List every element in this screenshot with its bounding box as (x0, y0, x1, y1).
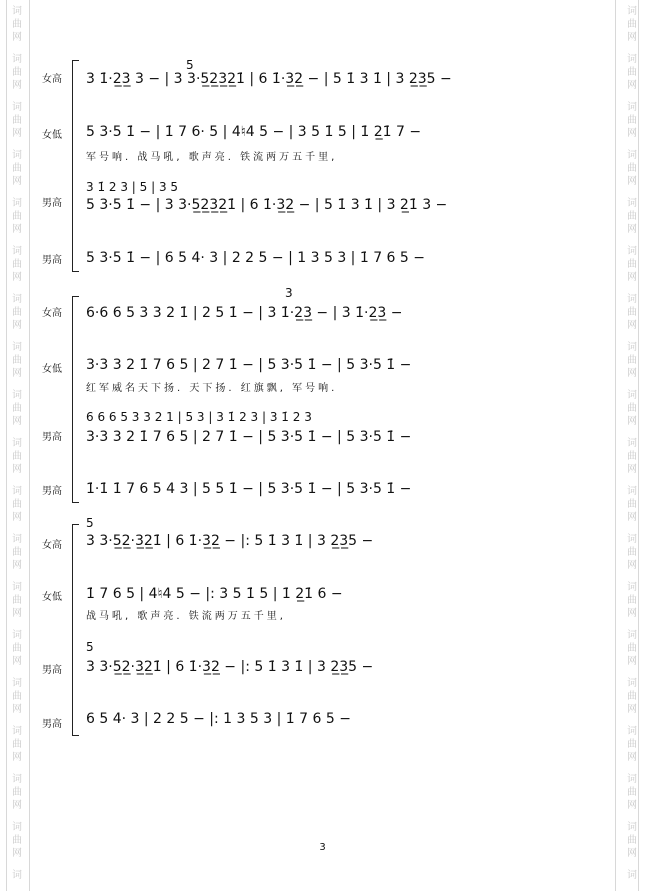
system-2-bracket (72, 296, 79, 503)
watermark-glyph: 曲 (627, 691, 637, 702)
system-1-lyrics: 军号响. 战马吼, 歌声亮. 铁流两万五千里, (86, 152, 338, 163)
system-3-part-1-label: 女高 (42, 540, 62, 551)
watermark-glyph: 网 (627, 704, 637, 715)
watermark-glyph: 曲 (627, 259, 637, 270)
watermark-glyph: 词 (12, 822, 22, 833)
system-2-part-3-notes: 3·3 3 2 1̇ 7 6 5 | 2 7 1̇ − | 5 3·5 1̇ − | 5 3·5 1̇ − (86, 429, 412, 445)
watermark-glyph: 网 (12, 272, 22, 283)
watermark-glyph: 网 (627, 176, 637, 187)
system-3-part-1-upper-notes: 5 (86, 516, 94, 530)
system-1-part-3-label: 男高 (42, 198, 62, 209)
watermark-glyph: 词 (627, 534, 637, 545)
watermark-glyph: 词 (627, 246, 637, 257)
watermark-glyph: 词 (627, 726, 637, 737)
watermark-glyph: 曲 (627, 211, 637, 222)
system-3-part-3-notes: 3 3·5̲2̲·3̲2̲1̇ | 6 1̇·3̲2̲ − |: 5 1̇ 3 1̇ | 3 2̲3̲5 − (86, 659, 374, 675)
watermark-glyph: 曲 (627, 547, 637, 558)
watermark-glyph: 词 (12, 54, 22, 65)
system-2-part-3-upper-notes: 6 6 6 5 3 3 2 1 | 5 3 | 3 1̇ 2 3 | 3 1̇ 2 3 (86, 410, 312, 424)
system-3-part-3-label: 男高 (42, 665, 62, 676)
watermark-glyph: 曲 (12, 403, 22, 414)
system-2-part-2-notes: 3·3 3 2 1̇ 7 6 5 | 2 7 1̇ − | 5 3·5 1̇ − | 5 3·5 1̇ − (86, 357, 412, 373)
watermark-glyph: 网 (627, 368, 637, 379)
watermark-glyph: 曲 (627, 787, 637, 798)
watermark-glyph: 曲 (627, 355, 637, 366)
system-2-lyrics: 红军威名天下扬. 天下扬. 红旗飘, 军号响. (86, 383, 338, 394)
watermark-glyph: 曲 (12, 211, 22, 222)
watermark-glyph: 曲 (627, 595, 637, 606)
system-1-part-1-label: 女高 (42, 74, 62, 85)
system-1-part-1-upper-notes: 5 (186, 58, 194, 72)
watermark-glyph: 网 (12, 416, 22, 427)
watermark-glyph: 网 (627, 272, 637, 283)
system-2-part-1-notes: 6·6 6 5 3 3 2 1̇ | 2 5 1̇ − | 3 1̇·2̲3̲ − | 3 1̇·2̲3̲ − (86, 305, 403, 321)
watermark-glyph: 网 (12, 656, 22, 667)
watermark-glyph: 曲 (12, 259, 22, 270)
watermark-glyph: 词 (627, 438, 637, 449)
watermark-glyph: 词 (12, 390, 22, 401)
watermark-glyph: 词 (12, 438, 22, 449)
watermark-glyph: 曲 (12, 355, 22, 366)
watermark-glyph: 曲 (12, 499, 22, 510)
watermark-glyph: 网 (627, 800, 637, 811)
watermark-glyph: 网 (12, 752, 22, 763)
watermark-glyph: 网 (12, 128, 22, 139)
system-3-part-2-notes: 1̇ 7 6 5 | 4♮4 5 − |: 3 5 1̇ 5 | 1̇ 2̲1̇ 6 − (86, 586, 343, 602)
watermark-glyph: 词 (627, 198, 637, 209)
watermark-glyph: 词 (12, 630, 22, 641)
watermark-glyph: 网 (12, 800, 22, 811)
watermark-glyph: 词 (627, 294, 637, 305)
watermark-glyph: 词 (627, 6, 637, 17)
watermark-glyph: 网 (12, 464, 22, 475)
watermark-glyph: 词 (12, 198, 22, 209)
watermark-glyph: 曲 (12, 451, 22, 462)
system-3-part-3-upper-notes: 5 (86, 640, 94, 654)
watermark-glyph: 词 (627, 390, 637, 401)
system-3-part-1-notes: 3 3·5̲2̲·3̲2̲1̇ | 6 1̇·3̲2̲ − |: 5 1̇ 3 1̇ | 3 2̲3̲5 − (86, 533, 374, 549)
watermark-glyph: 词 (12, 678, 22, 689)
watermark-glyph: 网 (627, 128, 637, 139)
watermark-glyph: 曲 (627, 643, 637, 654)
system-1-part-4-label: 男高 (42, 255, 62, 266)
watermark-glyph: 网 (627, 656, 637, 667)
watermark-glyph: 词 (12, 726, 22, 737)
system-1-part-1-notes: 3 1̇·2̲3̲ 3 − | 3 3·5̲2̲3̲2̲1̇ | 6 1̇·3̲2̲ − | 5 1̇ 3 1̇ | 3 2̲3̲5 − (86, 71, 452, 87)
system-2-part-1-upper-notes: 3 (285, 286, 293, 300)
system-1-bracket (72, 60, 79, 272)
system-2-part-2-label: 女低 (42, 364, 62, 375)
system-3-bracket (72, 524, 79, 736)
watermark-glyph: 网 (12, 320, 22, 331)
watermark-glyph: 曲 (12, 19, 22, 30)
watermark-glyph: 网 (627, 752, 637, 763)
watermark-glyph: 词 (12, 582, 22, 593)
watermark-glyph: 网 (12, 176, 22, 187)
watermark-glyph: 网 (627, 80, 637, 91)
watermark-glyph: 曲 (627, 403, 637, 414)
watermark-glyph: 词 (12, 102, 22, 113)
watermark-glyph: 曲 (627, 835, 637, 846)
watermark-glyph: 曲 (12, 67, 22, 78)
watermark-glyph: 曲 (627, 307, 637, 318)
watermark-glyph: 词 (12, 6, 22, 17)
watermark-glyph: 词 (627, 342, 637, 353)
watermark-glyph: 网 (627, 608, 637, 619)
system-3-part-4-label: 男高 (42, 719, 62, 730)
watermark-glyph: 网 (12, 512, 22, 523)
watermark-glyph: 曲 (12, 739, 22, 750)
watermark-glyph: 曲 (627, 451, 637, 462)
watermark-glyph: 曲 (627, 499, 637, 510)
watermark-glyph: 网 (627, 560, 637, 571)
watermark-glyph: 词 (12, 294, 22, 305)
system-2-part-4-label: 男高 (42, 486, 62, 497)
watermark-glyph: 网 (12, 80, 22, 91)
watermark-glyph: 词 (12, 246, 22, 257)
watermark-glyph: 曲 (627, 739, 637, 750)
system-3-part-2-label: 女低 (42, 592, 62, 603)
watermark-glyph: 曲 (12, 163, 22, 174)
watermark-glyph: 曲 (12, 787, 22, 798)
watermark-glyph: 网 (627, 32, 637, 43)
watermark-glyph: 曲 (12, 115, 22, 126)
system-2-part-4-notes: 1̇·1̇ 1̇ 7 6 5 4 3 | 5 5 1̇ − | 5 3·5 1̇ − | 5 3·5 1̇ − (86, 481, 412, 497)
watermark-glyph: 曲 (12, 643, 22, 654)
watermark-glyph: 网 (12, 224, 22, 235)
watermark-glyph: 网 (627, 320, 637, 331)
watermark-glyph: 词 (627, 822, 637, 833)
system-1-part-4-notes: 5 3·5 1̇ − | 6 5 4· 3 | 2 2 5 − | 1 3 5 3 | 1̇ 7 6 5 − (86, 250, 426, 266)
watermark-glyph: 词 (627, 102, 637, 113)
watermark-glyph: 词 (627, 582, 637, 593)
system-1-part-3-notes: 5 3·5 1̇ − | 3 3·5̲2̲3̲2̲1̇ | 6 1̇·3̲2̲ − | 5 1̇ 3 1̇ | 3 2̲1̇ 3 − (86, 197, 448, 213)
watermark-glyph: 曲 (12, 307, 22, 318)
system-1-part-2-notes: 5 3·5 1̇ − | 1̇ 7 6· 5 | 4♮4 5 − | 3 5 1̇ 5 | 1̇ 2̲1̇ 7 − (86, 124, 422, 140)
watermark-glyph: 网 (12, 32, 22, 43)
system-3-part-4-notes: 6 5 4· 3 | 2 2 5 − |: 1 3 5 3 | 1̇ 7 6 5 − (86, 711, 351, 727)
watermark-glyph: 词 (627, 870, 637, 881)
system-1-part-3-upper-notes: 3 1̇ 2 3 | 5 | 3 5 (86, 180, 179, 194)
watermark-glyph: 曲 (627, 115, 637, 126)
watermark-glyph: 网 (12, 848, 22, 859)
system-2-part-3-label: 男高 (42, 432, 62, 443)
watermark-glyph: 词 (627, 678, 637, 689)
watermark-glyph: 曲 (12, 691, 22, 702)
watermark-glyph: 曲 (12, 595, 22, 606)
watermark-glyph: 网 (627, 848, 637, 859)
watermark-glyph: 词 (627, 630, 637, 641)
watermark-glyph: 词 (12, 342, 22, 353)
watermark-glyph: 词 (627, 54, 637, 65)
page-number: 3 (319, 842, 326, 853)
watermark-glyph: 曲 (12, 835, 22, 846)
watermark-glyph: 词 (627, 486, 637, 497)
system-2-part-1-label: 女高 (42, 308, 62, 319)
system-3-lyrics: 战马吼, 歌声亮. 铁流两万五千里, (86, 611, 286, 622)
watermark-glyph: 词 (12, 870, 22, 881)
watermark-glyph: 网 (627, 464, 637, 475)
watermark-glyph: 曲 (627, 67, 637, 78)
watermark-glyph: 网 (12, 560, 22, 571)
watermark-glyph: 曲 (627, 19, 637, 30)
watermark-glyph: 曲 (12, 547, 22, 558)
watermark-glyph: 词 (12, 150, 22, 161)
watermark-glyph: 词 (627, 774, 637, 785)
watermark-glyph: 网 (12, 704, 22, 715)
watermark-glyph: 词 (12, 774, 22, 785)
watermark-glyph: 词 (12, 534, 22, 545)
watermark-glyph: 网 (12, 368, 22, 379)
watermark-glyph: 网 (627, 224, 637, 235)
watermark-glyph: 网 (627, 416, 637, 427)
watermark-glyph: 曲 (627, 163, 637, 174)
watermark-glyph: 词 (627, 150, 637, 161)
watermark-glyph: 词 (12, 486, 22, 497)
watermark-glyph: 网 (12, 608, 22, 619)
watermark-glyph: 网 (627, 512, 637, 523)
system-1-part-2-label: 女低 (42, 130, 62, 141)
